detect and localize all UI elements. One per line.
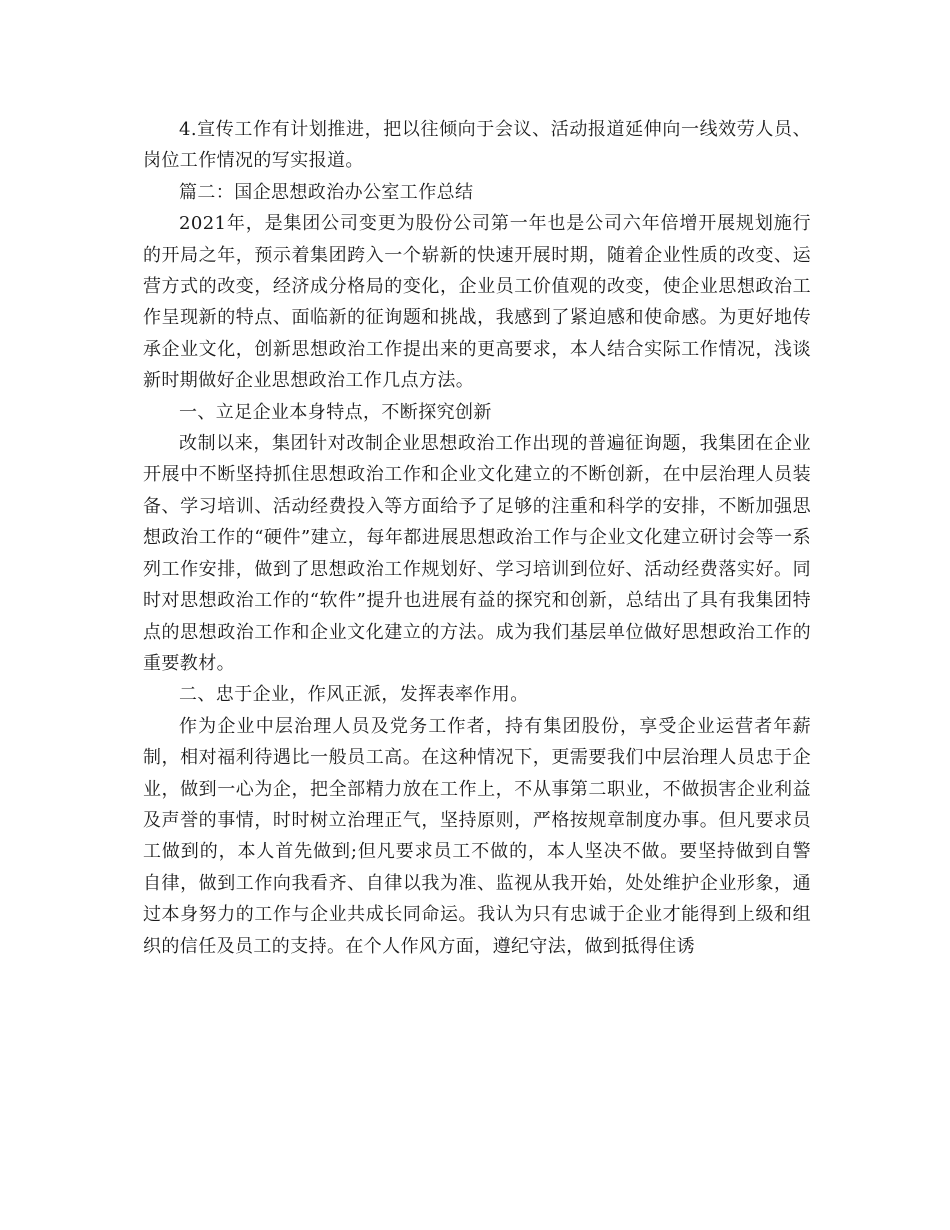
paragraph-intro-2021: 2021年，是集团公司变更为股份公司第一年也是公司六年倍增开展规划施行的开局之年，预示着集团跨入一个崭新的快速开展时期，随着企业性质的改变、运营方式的改变，经济成分格局的变化，企业员工价值观的改变，使企业思想政治工作呈现新的特点、面临新的征询题和挑战，我感到了紧迫感和使命感。为更好地传承企业文化，创新思想政治工作提出来的更高要求，本人结合实际工作情况，浅谈新时期做好企业思想政治工作几点方法。 — [143, 213, 811, 392]
paragraph-reform-innovation: 改制以来，集团针对改制企业思想政治工作出现的普遍征询题，我集团在企业开展中不断坚持抓住思想政治工作和企业文化建立的不断创新，在中层治理人员装备、学习培训、活动经费投入等方面给予了足够的注重和科学的安排，不断加强思想政治工作的“硬件”建立，每年都进展思想政治工作与企业文化建立研讨会等一系列工作安排，做到了思想政治工作规划好、学习培训到位好、活动经费落实好。同时对思想政治工作的“软件”提升也进展有益的探究和创新，总结出了具有我集团特点的思想政治工作和企业文化建立的方法。成为我们基层单位做好思想政治工作的重要教材。 — [143, 433, 811, 674]
paragraph-loyalty-conduct: 作为企业中层治理人员及党务工作者，持有集团股份，享受企业运营者年薪制，相对福利待遇比一般员工高。在这种情况下，更需要我们中层治理人员忠于企业，做到一心为企，把全部精力放在工作上，不从事第二职业，不做损害企业利益及声誉的事情，时时树立治理正气，坚持原则，严格按规章制度办事。但凡要求员工做到的，本人首先做到;但凡要求员工不做的，本人坚决不做。要坚持做到自警自律，做到工作向我看齐、自律以我为准、监视从我开始，处处维护企业形象，通过本身努力的工作与企业共成长同命运。我认为只有忠诚于企业才能得到上级和组织的信任及员工的支持。在个人作风方面，遵纪守法，做到抵得住诱 — [143, 715, 811, 957]
section-title-part-two: 篇二：国企思想政治办公室工作总结 — [179, 181, 474, 203]
paragraph-publicity-plan: 4.宣传工作有计划推进，把以往倾向于会议、活动报道延伸向一线效劳人员、岗位工作情况的写实报道。 — [143, 119, 811, 172]
document-body — [143, 114, 811, 962]
heading-section-two: 二、忠于企业，作风正派，发挥表率作用。 — [179, 684, 529, 706]
heading-section-one: 一、立足企业本身特点，不断探究创新 — [179, 401, 492, 423]
